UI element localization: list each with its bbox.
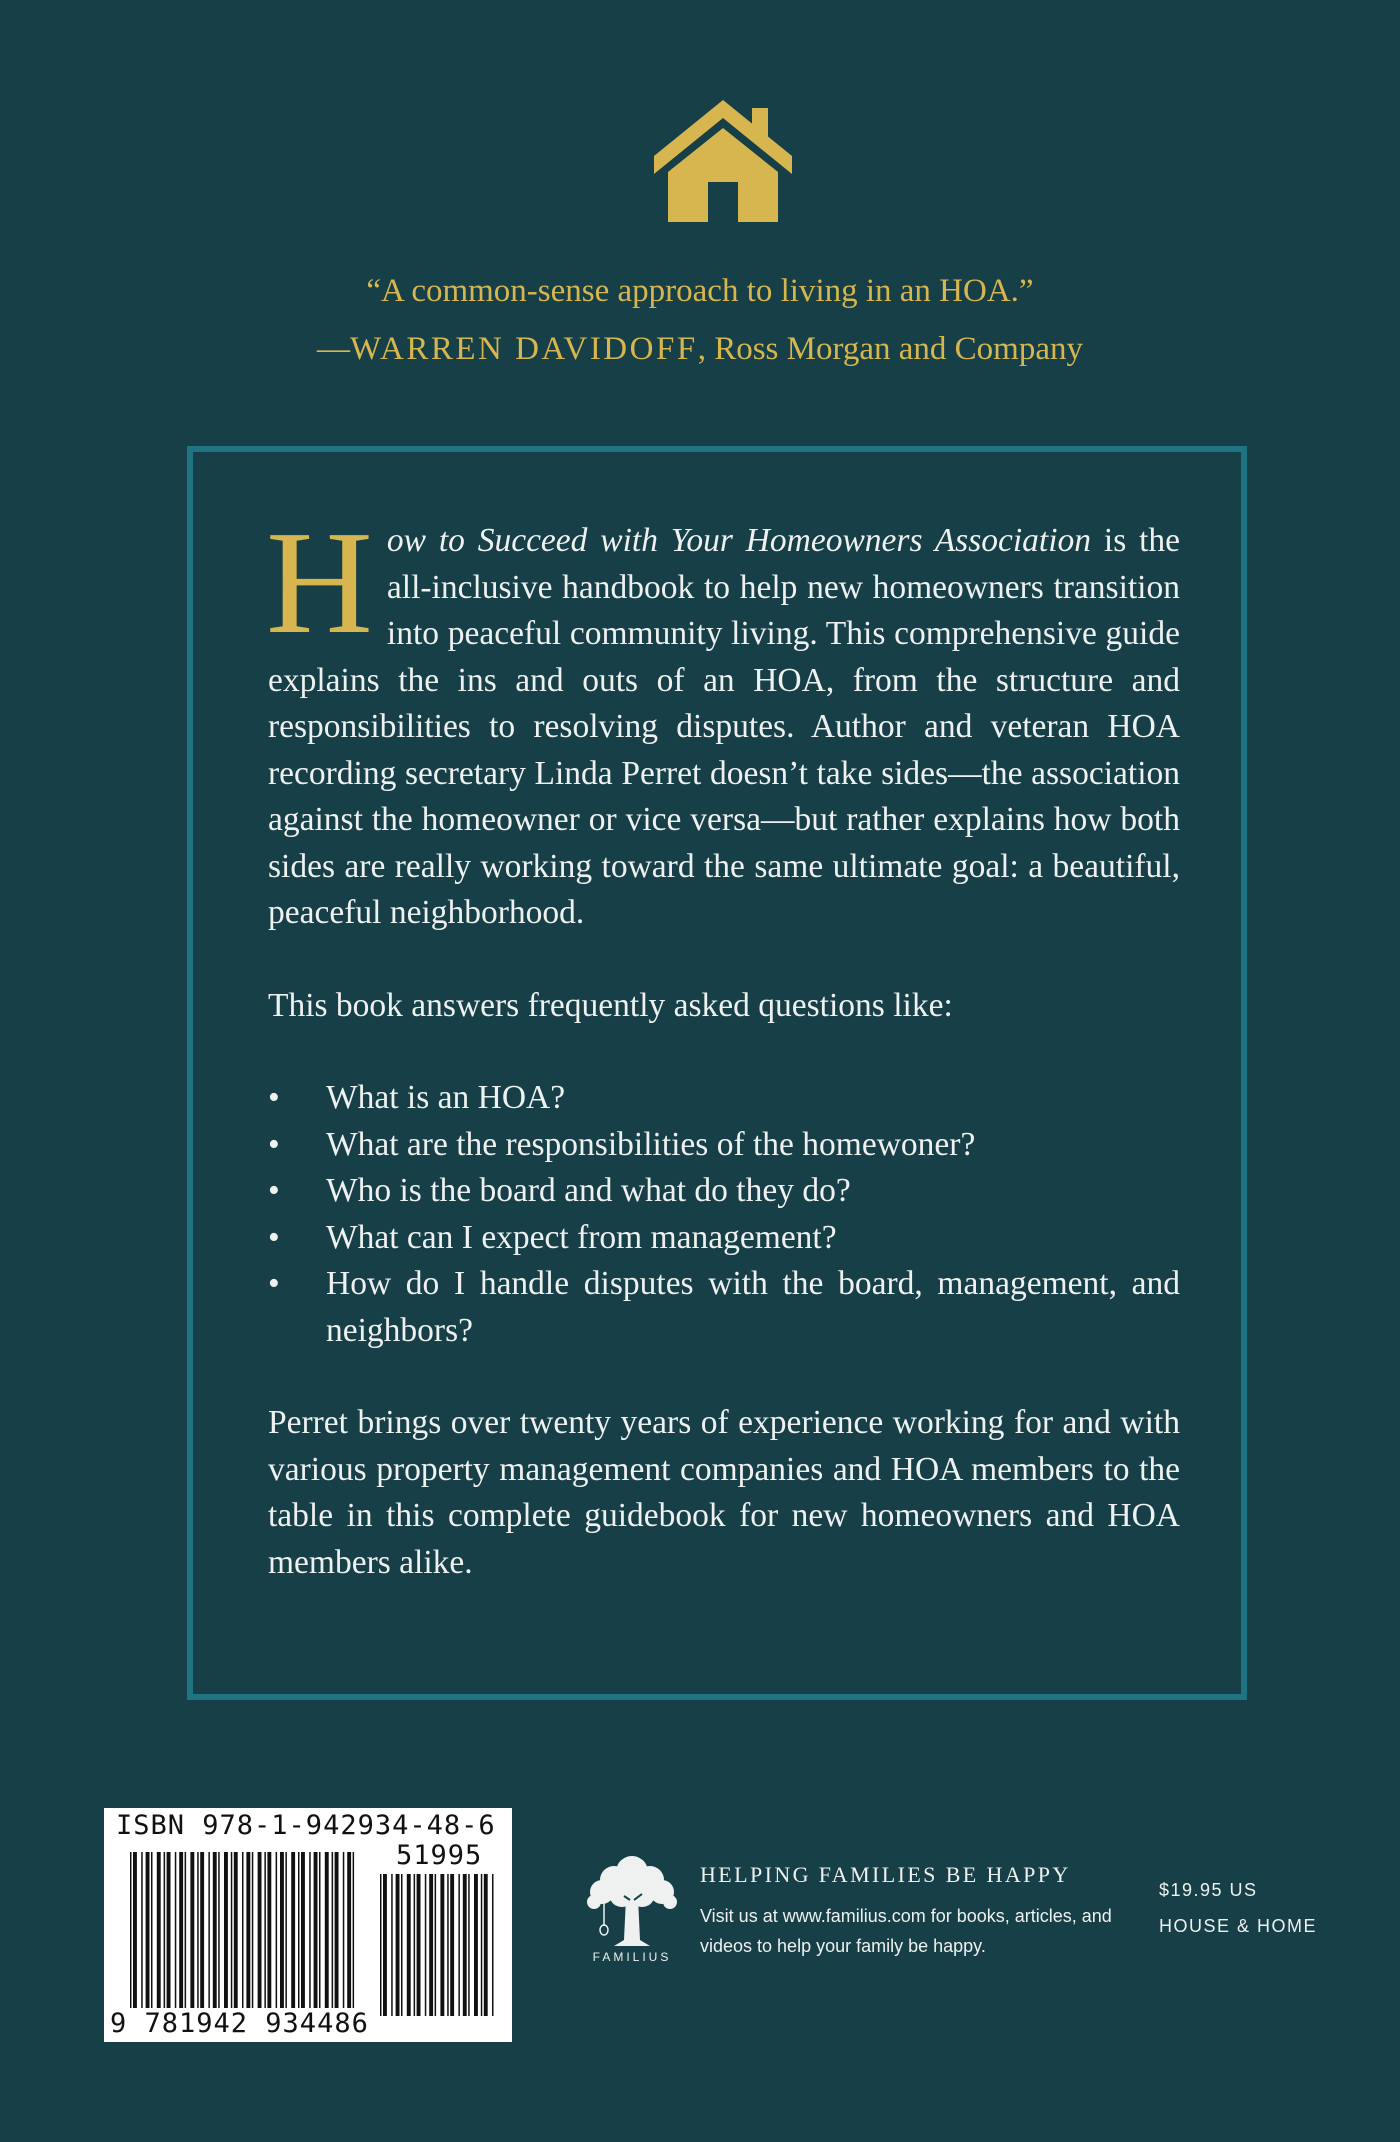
barcode-bar [298,1852,300,2016]
barcode-bar [301,1852,305,2016]
barcode-bar [309,1852,311,2016]
barcode-bar [343,1852,345,2016]
barcode-bar [252,1852,254,2016]
quote-text: “A common-sense approach to living in an HOA.” [366,273,1034,309]
barcode-bar [133,1852,137,2016]
barcode-bar [200,1852,204,2016]
barcode-bar [450,1874,454,2016]
barcode-bar [267,1852,271,2016]
barcode-bar [224,1852,228,2016]
barcode-bar [425,1874,427,2016]
closing-paragraph: Perret brings over twenty years of experience working for and with various property management companies and HOA members to the table in this complete guidebook for new homeowners and HOA members alike. [268,1404,1180,1581]
barcode-bar [231,1852,233,2016]
drop-cap: H [266,501,373,665]
barcode-bars [114,1848,504,2033]
attribution-org: , Ross Morgan and Company [697,331,1083,367]
barcode-bar [391,1874,393,2016]
book-title: ow to Succeed with Your Homeowners Association [386,522,1092,559]
barcode-bar [197,1852,199,2016]
list-item: • How do I handle disputes with the board, management, and neighbors? [268,1261,1180,1354]
list-item: • What are the responsibilities of the homewoner? [268,1122,1180,1169]
barcode-bar [458,1874,460,2016]
barcode-bar [325,1852,329,2016]
barcode-bar [179,1852,183,2016]
barcode-bar [167,1852,171,2016]
publisher-name: FAMILIUS [592,1950,672,1964]
barcode-bar [435,1874,437,2016]
barcode-bar [285,1852,287,2016]
barcode-bar [175,1852,177,2016]
quote-attribution [0,320,1400,378]
isbn-text: ISBN 978-1-942934-48-6 [116,1810,496,1841]
publisher-tagline: HELPING FAMILIES BE HAPPY [700,1862,1071,1887]
list-item: • What can I expect from management? [268,1215,1180,1262]
barcode-bar [208,1852,210,2016]
barcode-bar [463,1874,467,2016]
barcode-bar [190,1852,194,2016]
barcode-bar [407,1874,411,2016]
barcode-bar [335,1852,339,2016]
barcode-bar [481,1874,483,2016]
barcode-bar [264,1852,266,2016]
barcode-bar [401,1874,403,2016]
barcode-bar [276,1852,278,2016]
barcode-bar [447,1874,449,2016]
barcode-bar [280,1852,284,2016]
publisher-visit-text: Visit us at www.familius.com for books, articles, and videos to help your family be happy. [700,1906,1112,1956]
barcode-bar [474,1874,478,2016]
endorsement-quote [0,262,1400,378]
barcode-bar [492,1874,494,2016]
book-description [266,501,1180,1586]
book-price: $19.95 US [1159,1880,1258,1900]
attribution-dash: — [317,331,350,367]
barcode-bar [157,1852,161,2016]
questions-list [268,1075,1180,1354]
barcode-bar [141,1852,143,2016]
barcode-bar [468,1874,470,2016]
barcode-bar [332,1852,334,2016]
attribution-name: WARREN DAVIDOFF [350,331,698,367]
barcode-bar [417,1874,421,2016]
barcode-bar [291,1852,295,2016]
list-item: • Who is the board and what do they do? [268,1168,1180,1215]
barcode-bar [218,1852,220,2016]
barcode-bar [347,1852,351,2016]
intro-text: is the all-inclusive handbook to help new homeowners transition into peaceful community living. This comprehensive guide explains the ins and outs of an HOA, from the structure and responsibilities to resolving disputes. Author and veteran HOA recording secretary Linda Perret doesn’t take sides—the association against the homeowner or vice versa—but rather explains how both sides are really working toward the same ultimate goal: a beautiful, peaceful neighborhood. [268,522,1180,931]
barcode-bar [319,1852,321,2016]
barcode-bar [440,1874,444,2016]
list-item: • What is an HOA? [268,1075,1180,1122]
house-icon [652,98,794,224]
barcode-bar [164,1852,166,2016]
barcode-bar [242,1852,244,2016]
isbn-barcode [104,1808,512,2042]
intro-paragraph [266,501,1180,937]
price-code: 51995 [396,1840,483,1871]
questions-intro: This book answers frequently asked questions like: [268,986,953,1024]
barcode-bar [258,1852,262,2016]
barcode-bar [353,1852,355,2016]
barcode-bar [146,1852,150,2016]
barcode-bar [484,1874,488,2016]
barcode-bar [396,1874,400,2016]
barcode-bar [151,1852,153,2016]
barcode-bar [213,1852,217,2016]
barcode-bar [380,1874,382,2016]
book-category: HOUSE & HOME [1159,1916,1318,1936]
barcode-bar [185,1852,187,2016]
barcode-bar [414,1874,416,2016]
barcode-bar [130,1852,132,2016]
barcode-digits: 9 781942 934486 [110,2008,369,2039]
barcode-bar [314,1852,318,2016]
tree-swing-icon [586,1850,678,1948]
barcode-bar [234,1852,238,2016]
barcode-bar [246,1852,250,2016]
barcode-bar [383,1874,387,2016]
barcode-bar [429,1874,433,2016]
